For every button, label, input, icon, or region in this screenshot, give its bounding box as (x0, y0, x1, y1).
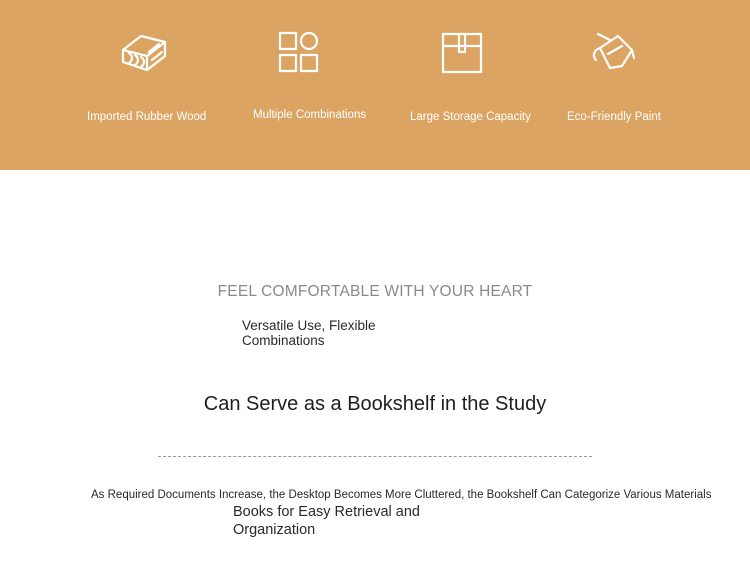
description-text-continued: Books for Easy Retrieval and Organization (233, 504, 420, 538)
tagline: FEEL COMFORTABLE WITH YOUR HEART (217, 283, 533, 300)
wood-plank-icon (119, 30, 169, 76)
feature-label: Imported Rubber Wood (87, 111, 207, 123)
storage-box-icon (437, 30, 487, 76)
feature-label: Multiple Combinations (253, 109, 367, 121)
subtitle: Versatile Use, Flexible Combinations (242, 318, 376, 348)
feature-label: Eco-Friendly Paint (567, 111, 661, 123)
description-text: As Required Documents Increase, the Desktop Becomes More Cluttered, the Bookshelf Can Categorize Various Materials (91, 489, 712, 501)
section-heading: Can Serve as a Bookshelf in the Study (203, 393, 547, 415)
paint-bucket-icon (588, 30, 638, 76)
feature-label: Large Storage Capacity (410, 111, 531, 123)
feature-banner (0, 0, 750, 170)
dashed-divider (158, 456, 592, 457)
grid-combination-icon (274, 30, 324, 76)
